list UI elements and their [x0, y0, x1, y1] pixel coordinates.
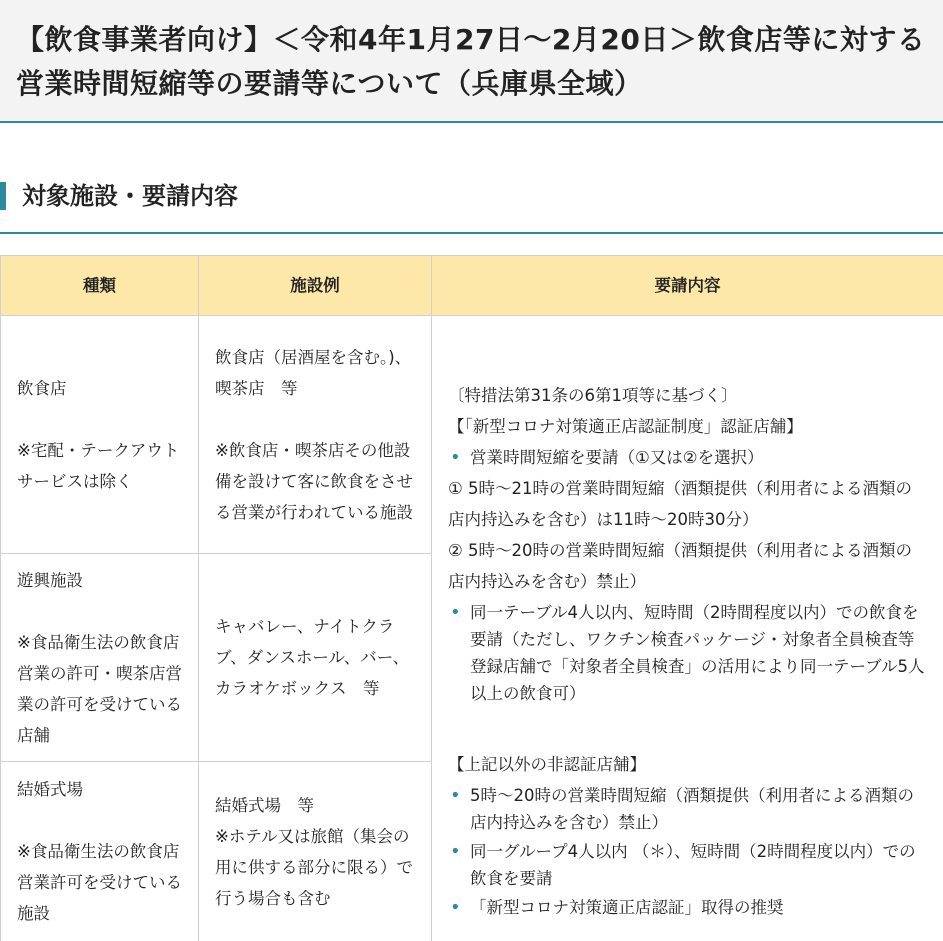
type-cell [1, 316, 199, 554]
type-cell [1, 554, 199, 762]
section-heading-text: 対象施設・要請内容 [22, 182, 238, 210]
example-cell [199, 762, 432, 941]
type-label: 結婚式場 [17, 780, 83, 799]
list-item: • 「新型コロナ対策適正店認証」取得の推奨 [448, 894, 927, 921]
example-note: ※ホテル又は旅館（集会の用に供する部分に限る）で行う場合も含む [215, 826, 413, 908]
noncertified-list [448, 782, 927, 921]
type-label: 遊興施設 [17, 570, 83, 590]
example-cell [199, 554, 432, 762]
certified-list [448, 444, 927, 471]
table-row [1, 316, 943, 554]
type-note: ※食品衛生法の飲食店営業許可を受けている施設 [17, 842, 182, 923]
noncertified-heading: 【上記以外の非認証店舗】 [448, 754, 646, 774]
example-label: キャバレー、ナイトクラブ、ダンスホール、バー、カラオケボックス 等 [215, 617, 410, 698]
example-label: 飲食店（居酒屋を含む。)、喫茶店 等 [215, 347, 412, 398]
table-header-row [1, 256, 943, 316]
section-heading-bar [0, 182, 6, 210]
option-1: ① 5時〜21時の営業時間短縮（酒類提供（利用者による酒類の店内持込みを含む）は11時〜20時30分） [448, 478, 913, 529]
example-label: 結婚式場 等 [215, 795, 314, 815]
example-cell [199, 316, 432, 554]
page-title: 【飲食事業者向け】＜令和4年1月27日〜2月20日＞飲食店等に対する営業時間短縮等の要請等について（兵庫県全域） [16, 23, 926, 100]
type-note: ※食品衛生法の飲食店営業の許可・喫茶店営業の許可を受けている店舗 [17, 632, 182, 745]
list-item: • 同一テーブル4人以内、短時間（2時間程度以内）での飲食を要請（ただし、ワクチン検査パッケージ・対象者全員検査等登録店舗で「対象者全員検査」の活用により同一テーブル5人以上の飲食可） [448, 599, 927, 707]
type-label: 飲食店 [17, 378, 67, 398]
option-2: ② 5時〜20時の営業時間短縮（酒類提供（利用者による酒類の店内持込みを含む）禁止） [448, 540, 913, 591]
request-basis: 〔特措法第31条の6第1項等に基づく〕 [448, 385, 738, 405]
list-item: • 5時〜20時の営業時間短縮（酒類提供（利用者による酒類の店内持込みを含む）禁止） [448, 782, 927, 836]
list-item: • 営業時間短縮を要請（①又は②を選択） [448, 444, 927, 471]
list-item: • 同一グループ4人以内 （＊）、短時間（2時間程度以内）での飲食を要請 [448, 838, 927, 892]
type-cell [1, 762, 199, 941]
request-table [0, 255, 943, 941]
certified-heading: 【「新型コロナ対策適正店認証制度」認証店舗】 [448, 416, 803, 436]
example-note: ※飲食店・喫茶店その他設備を設けて客に飲食をさせる営業が行われている施設 [215, 440, 413, 522]
request-cell [432, 316, 943, 941]
section-heading [0, 170, 943, 234]
header-example: 施設例 [199, 256, 432, 316]
header-request: 要請内容 [432, 256, 943, 316]
page-title-block [0, 0, 943, 123]
header-type: 種類 [1, 256, 199, 316]
certified-list-2 [448, 599, 927, 707]
type-note: ※宅配・テークアウトサービスは除く [17, 440, 180, 491]
